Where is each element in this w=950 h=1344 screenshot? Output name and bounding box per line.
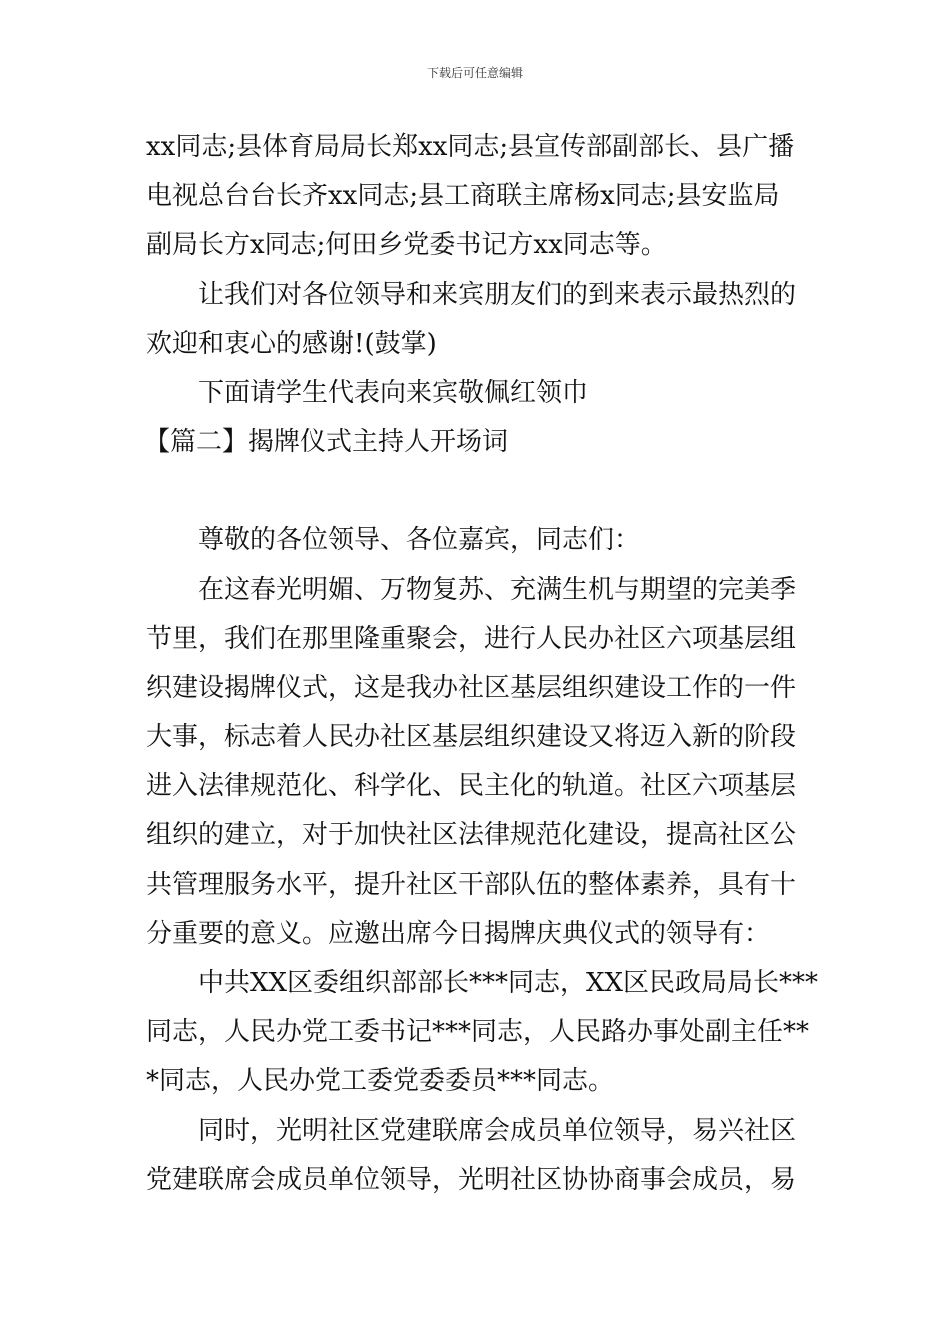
paragraph-attendees-continued: [146, 123, 811, 271]
section-heading: 【篇二】揭牌仪式主持人开场词: [144, 427, 509, 458]
text-line: 大事，标志着人民办社区基层组织建设又将迈入新的阶段: [146, 722, 797, 753]
document-body: [144, 123, 819, 1205]
text-line: 进入法律规范化、科学化、民主化的轨道。社区六项基层: [146, 771, 797, 802]
text-line: 同志，人民办党工委书记***同志，人民路办事处副主任**: [146, 1017, 810, 1048]
text-line: 同时，光明社区党建联席会成员单位领导，易兴社区: [198, 1115, 797, 1146]
paragraph-leaders: [146, 959, 819, 1107]
paragraph-red-scarf: [146, 369, 811, 418]
text-line: *同志，人民办党工委党委委员***同志。: [146, 1066, 615, 1097]
text-line: 在这春光明媚、万物复苏、充满生机与期望的完美季: [198, 574, 797, 605]
paragraph-opening: [146, 566, 811, 960]
paragraph-salutation: [146, 516, 811, 565]
text-line: 共管理服务水平，提升社区干部队伍的整体素养，具有十: [146, 869, 797, 900]
text-line: 织建设揭牌仪式，这是我办社区基层组织建设工作的一件: [146, 672, 797, 703]
blank-line: [146, 467, 811, 516]
text-line: 中共XX区委组织部部长***同志，XX区民政局局长***: [198, 968, 819, 998]
text-line: 节里，我们在那里隆重聚会，进行人民办社区六项基层组: [146, 623, 797, 654]
text-line: 党建联席会成员单位领导，光明社区协协商事会成员，易: [146, 1164, 797, 1195]
text-line: 电视总台台长齐xx同志;县工商联主席杨x同志;县安监局: [146, 181, 780, 212]
text-line: 让我们对各位领导和来宾朋友们的到来表示最热烈的: [198, 279, 797, 310]
text-line: 组织的建立，对于加快社区法律规范化建设，提高社区公: [146, 820, 797, 851]
page-header-note: 下载后可任意编辑: [426, 66, 523, 80]
text-line: 下面请学生代表向来宾敬佩红领巾: [198, 377, 589, 408]
text-line: xx同志;县体育局局长郑xx同志;县宣传部副部长、县广播: [146, 132, 795, 162]
text-line: 副局长方x同志;何田乡党委书记方xx同志等。: [146, 230, 667, 261]
paragraph-welcome: [146, 271, 811, 369]
paragraph-units: [146, 1107, 811, 1205]
text-line: 欢迎和衷心的感谢!(鼓掌): [146, 328, 437, 359]
text-line: 分重要的意义。应邀出席今日揭牌庆典仪式的领导有：: [146, 918, 771, 949]
text-line: 尊敬的各位领导、各位嘉宾，同志们：: [198, 525, 641, 556]
